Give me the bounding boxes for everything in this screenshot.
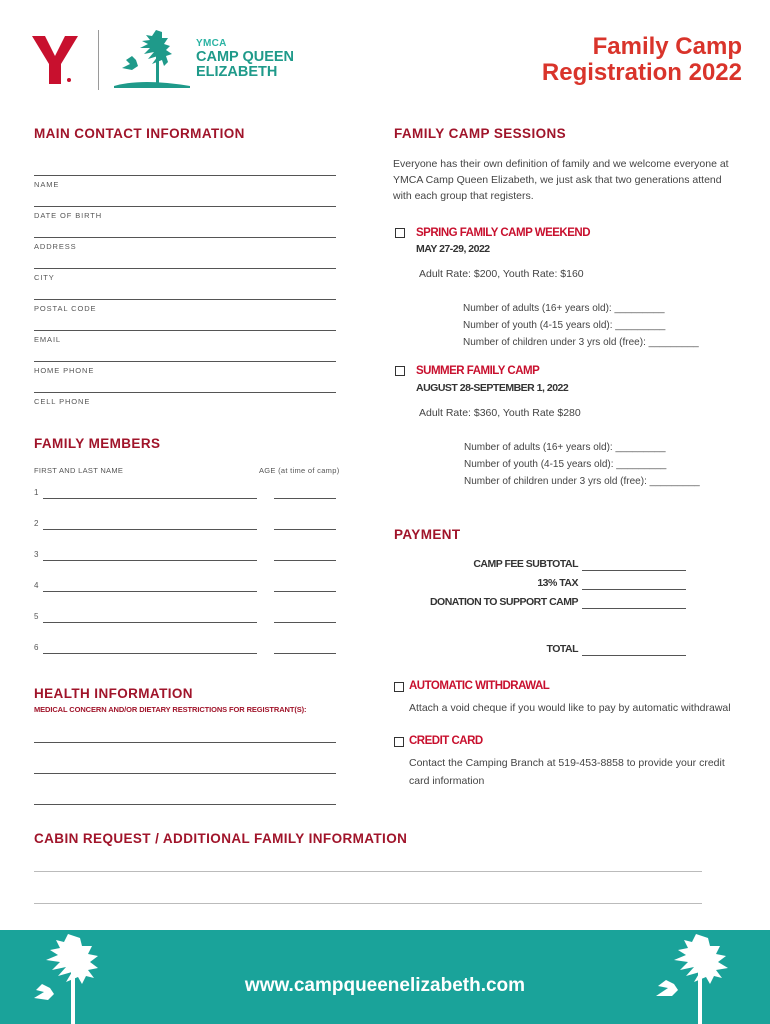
address-label: ADDRESS: [34, 242, 77, 251]
ymca-logo: [32, 34, 78, 86]
subtotal-label: CAMP FEE SUBTOTAL: [473, 558, 578, 570]
name-label: NAME: [34, 180, 60, 189]
tax-label: 13% TAX: [537, 577, 578, 589]
fm-row-number: 1: [34, 488, 39, 497]
summer-camp-checkbox[interactable]: [395, 366, 405, 376]
credit-card-checkbox[interactable]: [394, 737, 404, 747]
health-field-line[interactable]: [34, 773, 336, 774]
fm-age-field[interactable]: [274, 591, 336, 592]
fm-row-number: 2: [34, 519, 39, 528]
fm-age-column-header: AGE (at time of camp): [259, 466, 340, 475]
fm-age-field[interactable]: [274, 529, 336, 530]
total-label: TOTAL: [546, 643, 578, 655]
dob-label: DATE OF BIRTH: [34, 211, 103, 220]
total-field[interactable]: [582, 655, 686, 656]
fm-age-field[interactable]: [274, 653, 336, 654]
credit-card-text-line1: Contact the Camping Branch at 519-453-8858 to provide your credit: [409, 757, 725, 769]
credit-card-text-line2: card information: [409, 775, 485, 787]
main-contact-heading: MAIN CONTACT INFORMATION: [34, 126, 245, 141]
fm-row-number: 4: [34, 581, 39, 590]
spring-adults-count[interactable]: Number of adults (16+ years old): _________: [463, 303, 665, 314]
fm-row-number: 5: [34, 612, 39, 621]
city-field-line[interactable]: [34, 268, 336, 269]
summer-camp-dates: AUGUST 28-SEPTEMBER 1, 2022: [416, 382, 569, 394]
camp-logo-name: [196, 50, 294, 80]
fm-age-field[interactable]: [274, 560, 336, 561]
spring-camp-title: SPRING FAMILY CAMP WEEKEND: [416, 227, 591, 239]
fm-row-number: 6: [34, 643, 39, 652]
fm-name-field[interactable]: [43, 498, 257, 499]
name-field-line[interactable]: [34, 175, 336, 176]
postal-field-line[interactable]: [34, 299, 336, 300]
dob-field-line[interactable]: [34, 206, 336, 207]
fm-name-field[interactable]: [43, 653, 257, 654]
cabin-field-line[interactable]: [34, 903, 702, 904]
home-phone-label: HOME PHONE: [34, 366, 95, 375]
tax-field[interactable]: [582, 589, 686, 590]
pine-tree-logo-icon: [112, 26, 192, 90]
spring-youth-count[interactable]: Number of youth (4-15 years old): _________: [463, 320, 666, 331]
fm-age-field[interactable]: [274, 622, 336, 623]
health-subheading: MEDICAL CONCERN AND/OR DIETARY RESTRICTIONS FOR REGISTRANT(S):: [34, 705, 307, 714]
spring-camp-rate: Adult Rate: $200, Youth Rate: $160: [419, 268, 584, 280]
credit-card-title: CREDIT CARD: [409, 735, 483, 747]
website-link[interactable]: www.campqueenelizabeth.com: [244, 975, 526, 996]
cabin-field-line[interactable]: [34, 871, 702, 872]
summer-children-count[interactable]: Number of children under 3 yrs old (free): _________: [464, 476, 700, 487]
city-label: CITY: [34, 273, 55, 282]
subtotal-field[interactable]: [582, 570, 686, 571]
payment-heading: PAYMENT: [394, 527, 461, 542]
email-label: EMAIL: [34, 335, 62, 344]
family-members-heading: FAMILY MEMBERS: [34, 436, 161, 451]
donation-field[interactable]: [582, 608, 686, 609]
email-field-line[interactable]: [34, 330, 336, 331]
automatic-withdrawal-title: AUTOMATIC WITHDRAWAL: [409, 680, 550, 692]
summer-camp-rate: Adult Rate: $360, Youth Rate $280: [419, 407, 581, 419]
cabin-heading: CABIN REQUEST / ADDITIONAL FAMILY INFORMATION: [34, 831, 408, 846]
spring-children-count[interactable]: Number of children under 3 yrs old (free): _________: [463, 337, 699, 348]
health-heading: HEALTH INFORMATION: [34, 686, 193, 701]
fm-name-field[interactable]: [43, 560, 257, 561]
spring-camp-checkbox[interactable]: [395, 228, 405, 238]
sessions-intro: Everyone has their own definition of family and we welcome everyone at YMCA Camp Queen Elizabeth, we just ask that two generations attend with each group that registers.: [393, 158, 729, 202]
camp-logo-line2: ELIZABETH: [196, 64, 278, 80]
camp-logo-ymca-text: YMCA: [196, 38, 227, 49]
title-line2: Registration 2022: [541, 59, 742, 86]
summer-adults-count[interactable]: Number of adults (16+ years old): _________: [464, 442, 666, 453]
summer-camp-title: SUMMER FAMILY CAMP: [416, 365, 540, 377]
address-field-line[interactable]: [34, 237, 336, 238]
logo-divider: [98, 30, 99, 90]
title-line1: Family Camp: [592, 33, 742, 60]
fm-name-column-header: FIRST AND LAST NAME: [34, 466, 124, 475]
cell-phone-field-line[interactable]: [34, 392, 336, 393]
summer-youth-count[interactable]: Number of youth (4-15 years old): _________: [464, 459, 667, 470]
fm-age-field[interactable]: [274, 498, 336, 499]
page-title: [542, 34, 742, 86]
spring-camp-dates: MAY 27-29, 2022: [416, 243, 490, 255]
cell-phone-label: CELL PHONE: [34, 397, 91, 406]
health-field-line[interactable]: [34, 742, 336, 743]
donation-label: DONATION TO SUPPORT CAMP: [429, 596, 578, 608]
sessions-heading: FAMILY CAMP SESSIONS: [394, 126, 567, 141]
automatic-withdrawal-text: Attach a void cheque if you would like to pay by automatic withdrawal: [409, 702, 731, 714]
fm-row-number: 3: [34, 550, 39, 559]
camp-logo-line1: CAMP QUEEN: [196, 49, 295, 65]
postal-label: POSTAL CODE: [34, 304, 97, 313]
fm-name-field[interactable]: [43, 622, 257, 623]
fm-name-field[interactable]: [43, 529, 257, 530]
home-phone-field-line[interactable]: [34, 361, 336, 362]
fm-name-field[interactable]: [43, 591, 257, 592]
automatic-withdrawal-checkbox[interactable]: [394, 682, 404, 692]
health-field-line[interactable]: [34, 804, 336, 805]
